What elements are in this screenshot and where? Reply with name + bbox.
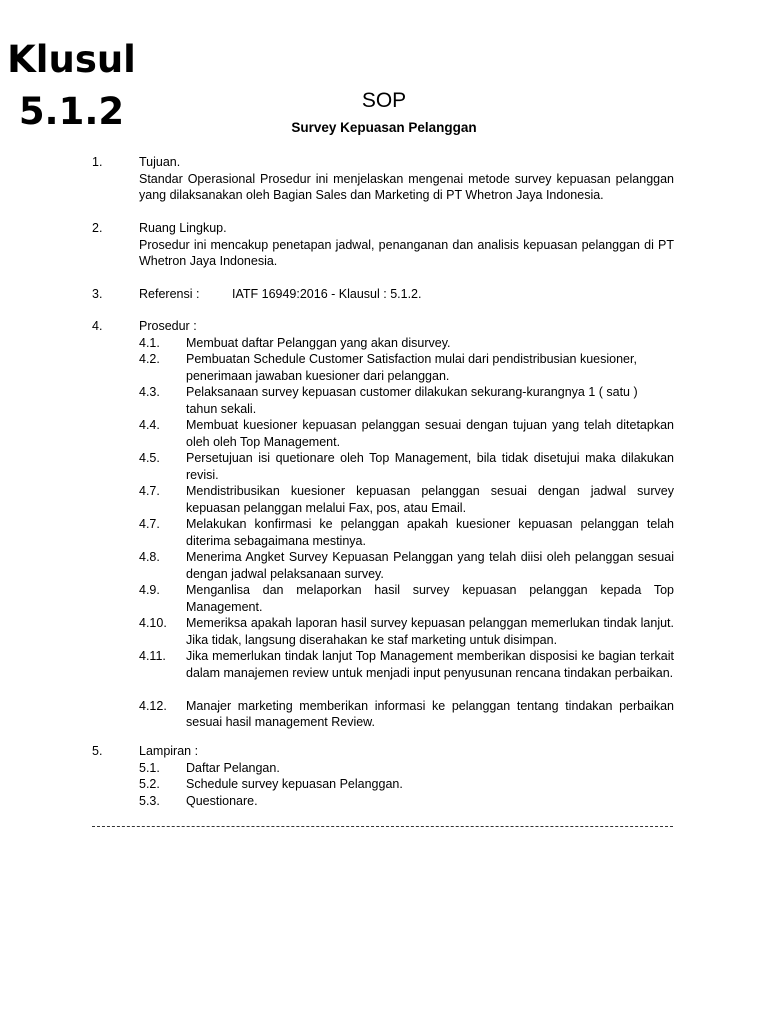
step-number: 4.5. bbox=[139, 451, 160, 465]
document-title: SOP bbox=[361, 89, 407, 112]
section-heading: Ruang Lingkup. bbox=[139, 221, 227, 235]
step-text: Persetujuan isi quetionare oleh Top Management, bila tidak disetujui maka dilakukan revisi. bbox=[186, 451, 674, 482]
step-number: 4.8. bbox=[139, 550, 160, 564]
step-number: 4.4. bbox=[139, 418, 160, 432]
section-number: 4. bbox=[92, 319, 103, 333]
section-heading: Referensi : bbox=[139, 287, 200, 301]
step-text: Melakukan konfirmasi ke pelanggan apakah kuesioner kepuasan pelanggan telah diterima sebagaimana mestinya. bbox=[186, 517, 674, 548]
reference-value: IATF 16949:2016 - Klausul : 5.1.2. bbox=[232, 287, 422, 301]
document-subtitle: Survey Kepuasan Pelanggan bbox=[291, 120, 477, 135]
step-text: Mendistribusikan kuesioner kepuasan pelanggan sesuai dengan jadwal survey kepuasan pelanggan melalui Fax, pos, atau Email. bbox=[186, 484, 674, 515]
section-text: Standar Operasional Prosedur ini menjelaskan mengenai metode survey kepuasan pelanggan yang dilaksanakan oleh Bagian Sales dan Marketing di PT Whetron Jaya Indonesia. bbox=[139, 171, 674, 202]
step-text: Menerima Angket Survey Kepuasan Pelanggan yang telah diisi oleh pelanggan sesuai dengan jadwal pelaksanaan survey. bbox=[186, 550, 674, 581]
step-text: Pelaksanaan survey kepuasan customer dilakukan sekurang-kurangnya 1 ( satu ) tahun sekali. bbox=[186, 385, 638, 416]
section-number: 2. bbox=[92, 221, 103, 235]
attachment-text: Schedule survey kepuasan Pelanggan. bbox=[186, 777, 403, 791]
section-text: Prosedur ini mencakup penetapan jadwal, penanganan dan analisis kepuasan pelanggan di PT Whetron Jaya Indonesia. bbox=[139, 237, 674, 268]
step-number: 4.1. bbox=[139, 335, 160, 350]
section-heading: Tujuan. bbox=[139, 155, 181, 169]
step-number: 4.9. bbox=[139, 583, 160, 597]
attachment-number: 5.2. bbox=[139, 777, 160, 791]
step-text: Membuat kuesioner kepuasan pelanggan sesuai dengan tujuan yang telah ditetapkan oleh oleh Top Management. bbox=[186, 418, 674, 449]
step-number: 4.10. bbox=[139, 616, 167, 630]
step-text: Menganlisa dan melaporkan hasil survey kepuasan pelanggan kepada Top Management. bbox=[186, 583, 674, 614]
step-text: Pembuatan Schedule Customer Satisfaction mulai dari pendistribusian kuesioner, penerimaan jawaban kuesioner dari pelanggan. bbox=[186, 352, 637, 383]
section-number: 1. bbox=[92, 155, 103, 169]
step-number: 4.12. bbox=[139, 698, 167, 713]
step-number: 4.2. bbox=[139, 352, 160, 366]
attachment-number: 5.3. bbox=[139, 793, 160, 808]
step-number: 4.7. bbox=[139, 517, 160, 531]
section-heading: Prosedur : bbox=[139, 319, 197, 333]
clause-label-number: 5.1.2 bbox=[18, 90, 125, 133]
step-text: Memeriksa apakah laporan hasil survey kepuasan pelanggan memerlukan tindak lanjut. Jika tidak, langsung diserahakan ke staf marketing untuk disimpan. bbox=[186, 616, 674, 647]
section-number: 3. bbox=[92, 287, 103, 301]
section-number: 5. bbox=[92, 744, 103, 758]
dashed-divider bbox=[92, 826, 673, 827]
step-number: 4.11. bbox=[139, 649, 166, 663]
section-heading: Lampiran : bbox=[139, 744, 199, 758]
clause-label-word: Klusul bbox=[7, 38, 136, 81]
step-number: 4.3. bbox=[139, 385, 160, 399]
step-text: Membuat daftar Pelanggan yang akan disurvey. bbox=[186, 335, 451, 350]
attachment-number: 5.1. bbox=[139, 760, 160, 775]
step-text: Jika memerlukan tindak lanjut Top Management memberikan disposisi ke bagian terkait dalam manajemen review untuk menjadi input penyusunan rencana tindakan perbaikan. bbox=[186, 649, 674, 680]
attachment-text: Daftar Pelangan. bbox=[186, 760, 280, 775]
step-text: Manajer marketing memberikan informasi ke pelanggan tentang tindakan perbaikan sesuai hasil management Review. bbox=[186, 698, 674, 729]
attachment-text: Questionare. bbox=[186, 793, 258, 808]
step-number: 4.7. bbox=[139, 484, 160, 498]
